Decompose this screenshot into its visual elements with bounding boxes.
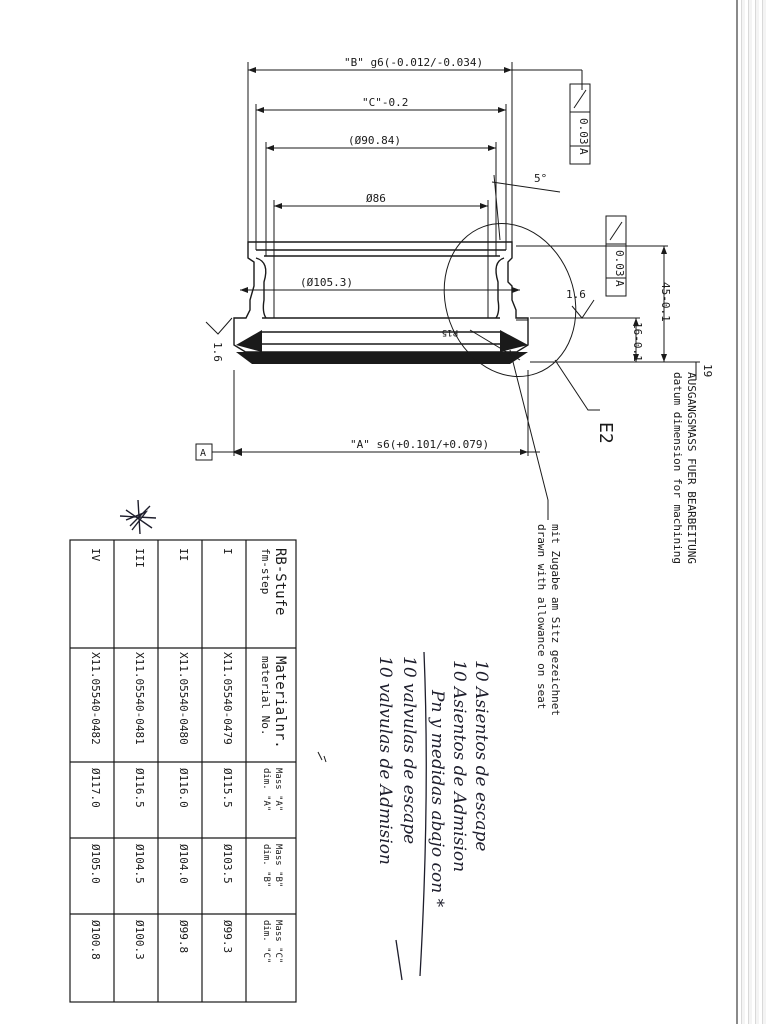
dim-r-label: R15 xyxy=(441,327,458,337)
header-material-en: material No. xyxy=(259,656,272,736)
row3-dim-b: Ø104.5 xyxy=(133,844,146,884)
tol1-datum: A xyxy=(577,148,590,155)
hand-line-5: 10 valvulas de Admision xyxy=(375,656,395,865)
detail-e2-label: E2 xyxy=(595,422,616,444)
note-de-1: AUSGANGSMASS FUER BEARBEITUNG xyxy=(685,372,698,565)
row3-dim-c: Ø100.3 xyxy=(133,920,146,960)
roughness-symbol-left xyxy=(206,318,232,334)
row1-material: X11.05540-0479 xyxy=(221,652,234,745)
table-text xyxy=(89,548,288,963)
dim-105-label: (Ø105.3) xyxy=(300,276,353,289)
row4-material: X11.05540-0482 xyxy=(89,652,102,745)
datum-letter: A xyxy=(200,448,207,459)
drawing-labels xyxy=(200,56,714,716)
header-dim-b: Mass "B" xyxy=(273,844,283,888)
dim-c-label: "C"-0.2 xyxy=(362,96,409,109)
dim-90-label: (Ø90.84) xyxy=(348,134,401,147)
dim-45-label: 45-0.1 xyxy=(659,282,672,322)
header-material: Materialnr. xyxy=(272,656,288,749)
row1-dim-a: Ø115.5 xyxy=(221,768,234,808)
header-dim-a: Mass "A" xyxy=(273,768,283,812)
row2-dim-c: Ø99.8 xyxy=(177,920,190,954)
hand-line-2: 10 Asientos de Admision xyxy=(449,660,469,873)
row1-dim-c: Ø99.3 xyxy=(221,920,234,954)
header-dim-a-en: dim. "A" xyxy=(261,768,271,812)
row3-dim-a: Ø116.5 xyxy=(133,768,146,808)
header-dim-c: Mass "C" xyxy=(273,920,283,964)
rough-left-label: 1.6 xyxy=(211,342,224,362)
note-en-2: drawn with allowance on seat xyxy=(535,524,548,710)
row1-step: I xyxy=(221,548,234,555)
note-de-2: mit Zugabe am Sitz gezeichnet xyxy=(549,524,562,717)
tol1-value: 0.03 xyxy=(577,118,590,145)
row4-step: IV xyxy=(89,548,102,562)
tol2-value: 0.03 xyxy=(613,250,626,277)
hand-line-4: 10 valvulas de escape xyxy=(399,656,419,845)
hand-line-1: 10 Asientos de escape xyxy=(471,660,491,852)
dim-19-label: 19 xyxy=(701,364,714,378)
header-step: RB-Stufe xyxy=(272,548,288,616)
header-dim-b-en: dim. "B" xyxy=(261,844,271,888)
row4-dim-a: Ø117.0 xyxy=(89,768,102,808)
angle-label: 5° xyxy=(534,172,548,185)
dimension-lines xyxy=(232,62,700,456)
dim-b-label: "B" g6(-0.012/-0.034) xyxy=(344,56,484,69)
row3-material: X11.05540-0481 xyxy=(133,652,146,745)
row4-dim-c: Ø100.8 xyxy=(89,920,102,960)
ink-scribble xyxy=(120,500,156,534)
dim-86-label: Ø86 xyxy=(366,192,386,205)
rough-right-label: 1.6 xyxy=(566,288,586,301)
row2-dim-a: Ø116.0 xyxy=(177,768,190,808)
row2-material: X11.05540-0480 xyxy=(177,652,190,745)
tol2-datum: A xyxy=(613,280,626,287)
scan-edge xyxy=(738,0,768,1024)
row4-dim-b: Ø105.0 xyxy=(89,844,102,884)
row3-step: III xyxy=(133,548,146,568)
dim-16-label: 16-0.1 xyxy=(631,322,644,362)
handwritten-notes xyxy=(375,656,491,908)
part-outline xyxy=(234,242,528,362)
seat-bevel-right xyxy=(500,330,528,352)
scan-edge-line xyxy=(736,0,738,1024)
dim-a-label: "A" s6(+0.101/+0.079) xyxy=(350,438,490,451)
detail-leader xyxy=(555,360,600,410)
note-en-1: datum dimension for machining xyxy=(671,372,684,565)
row2-step: II xyxy=(177,548,190,562)
header-dim-c-en: dim. "C" xyxy=(261,920,271,964)
row2-dim-b: Ø104.0 xyxy=(177,844,190,884)
hand-line-3: Pn y medidas abajo con * xyxy=(427,690,447,908)
row1-dim-b: Ø103.5 xyxy=(221,844,234,884)
seat-band xyxy=(236,352,528,364)
stray-mark xyxy=(318,752,326,762)
header-step-en: fm-step xyxy=(259,548,272,595)
